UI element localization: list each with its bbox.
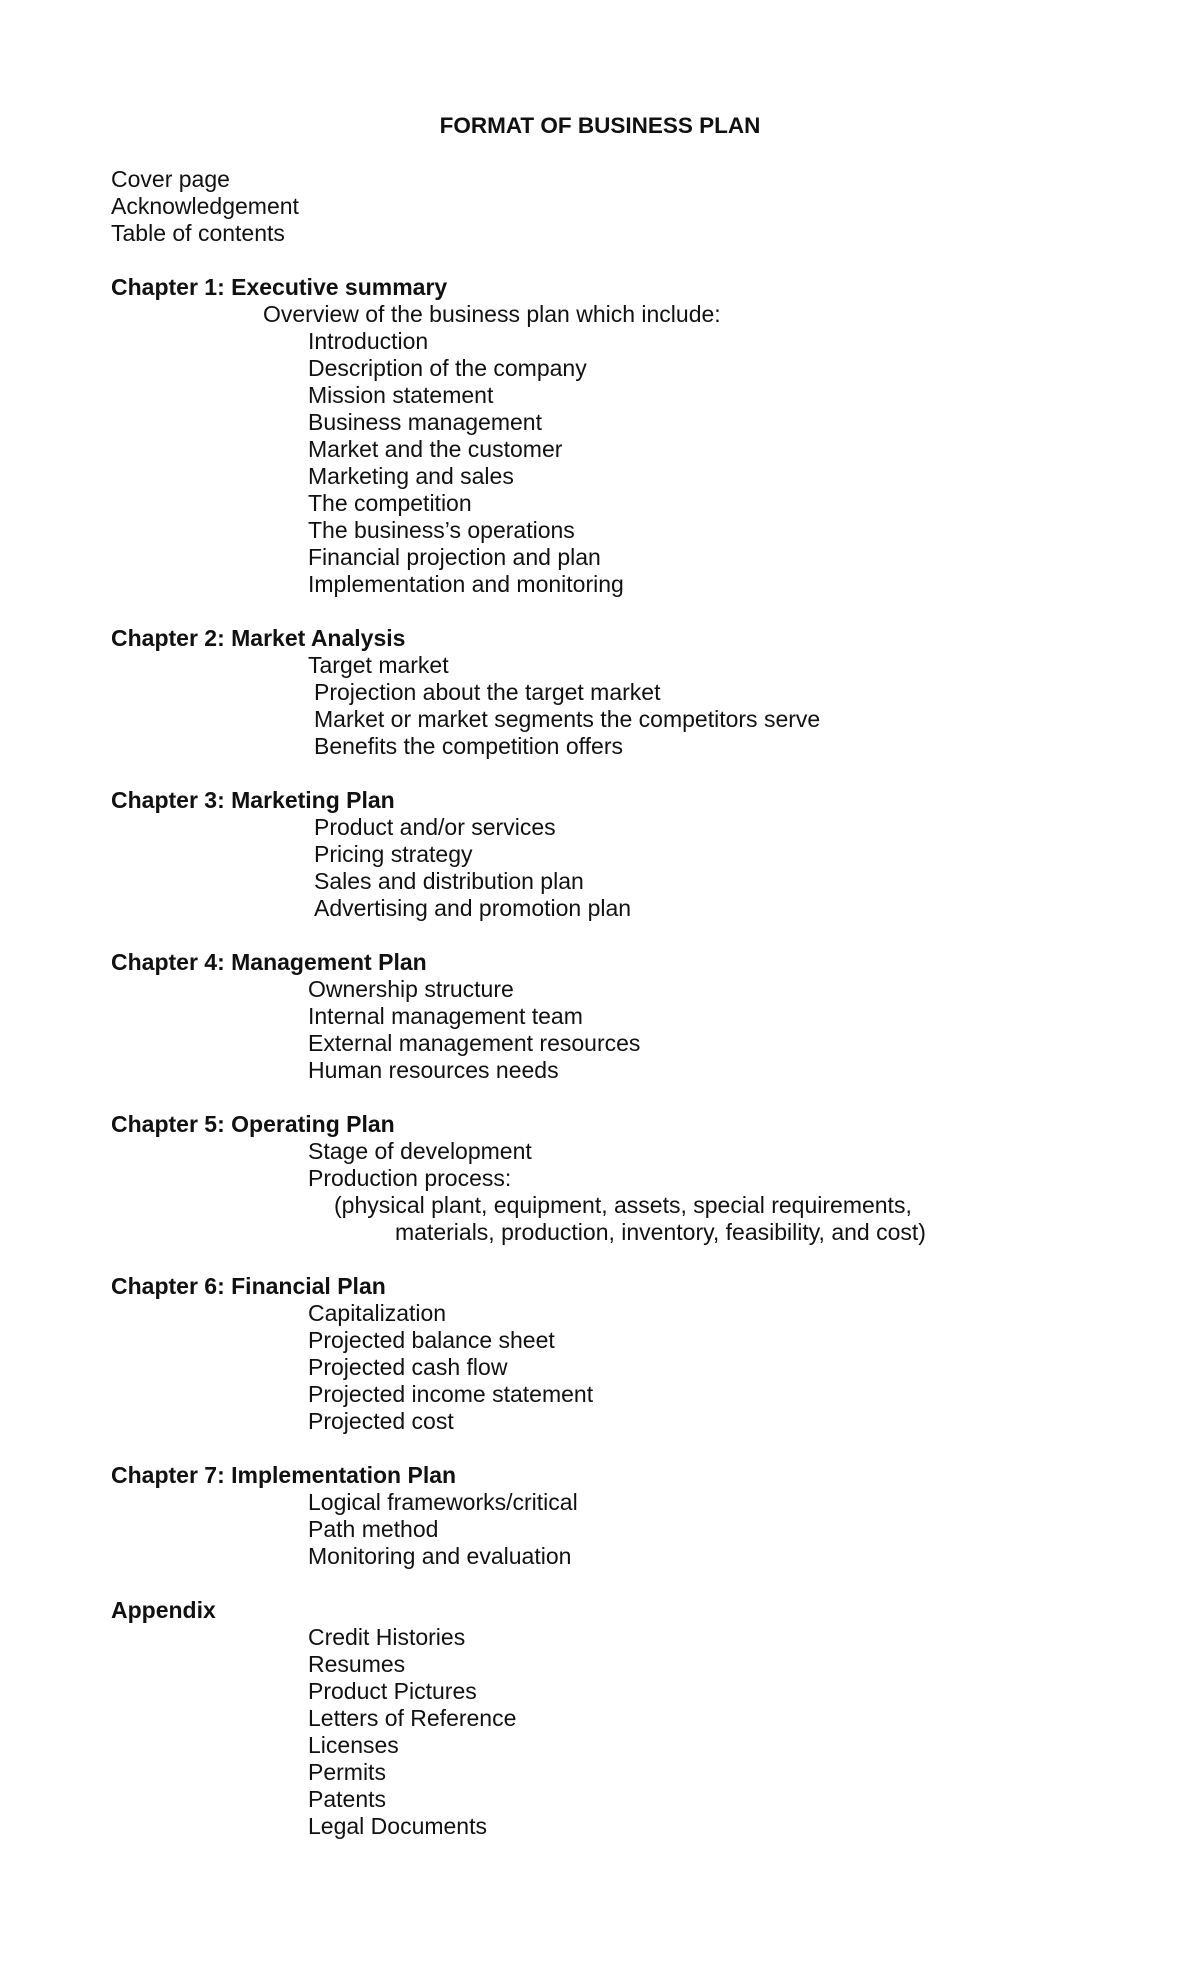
detail-line: materials, production, inventory, feasibility, and cost)	[395, 1219, 926, 1245]
list-item: Licenses	[308, 1732, 399, 1758]
list-item: Business management	[308, 409, 542, 435]
chapter-intro: Overview of the business plan which include:	[263, 301, 721, 327]
appendix-heading: Appendix	[111, 1597, 216, 1623]
detail-line: (physical plant, equipment, assets, special requirements,	[334, 1192, 912, 1218]
list-item: Sales and distribution plan	[314, 868, 584, 894]
list-item: Pricing strategy	[314, 841, 473, 867]
list-item: Description of the company	[308, 355, 587, 381]
list-item: Ownership structure	[308, 976, 514, 1002]
chapter-heading: Chapter 5: Operating Plan	[111, 1111, 395, 1137]
list-item: Product Pictures	[308, 1678, 477, 1704]
list-item: Advertising and promotion plan	[314, 895, 632, 921]
chapter-heading: Chapter 2: Market Analysis	[111, 625, 406, 651]
list-item: Resumes	[308, 1651, 406, 1677]
list-item: Monitoring and evaluation	[308, 1543, 572, 1569]
front-matter-item: Acknowledgement	[111, 193, 299, 219]
list-item: Legal Documents	[308, 1813, 487, 1839]
list-item: The business’s operations	[308, 517, 575, 543]
list-item: Permits	[308, 1759, 386, 1785]
list-item: Logical frameworks/critical	[308, 1489, 578, 1515]
chapter-heading: Chapter 7: Implementation Plan	[111, 1462, 457, 1488]
list-item: Product and/or services	[314, 814, 556, 840]
list-item: Path method	[308, 1516, 439, 1542]
list-item: Mission statement	[308, 382, 494, 408]
list-item: Projected cash flow	[308, 1354, 508, 1380]
list-item: Projected income statement	[308, 1381, 594, 1407]
list-item: Patents	[308, 1786, 386, 1812]
list-item: Market and the customer	[308, 436, 563, 462]
list-item: Credit Histories	[308, 1624, 466, 1650]
chapter-heading: Chapter 4: Management Plan	[111, 949, 427, 975]
list-item: Production process:	[308, 1165, 512, 1191]
list-item: Market or market segments the competitors serve	[314, 706, 821, 732]
list-item: Implementation and monitoring	[308, 571, 624, 597]
chapter-heading: Chapter 1: Executive summary	[111, 274, 448, 300]
list-item: External management resources	[308, 1030, 641, 1056]
list-item: Financial projection and plan	[308, 544, 601, 570]
front-matter-item: Table of contents	[111, 220, 285, 246]
list-item: Human resources needs	[308, 1057, 559, 1083]
chapter-heading: Chapter 6: Financial Plan	[111, 1273, 386, 1299]
list-item: Projected balance sheet	[308, 1327, 555, 1353]
list-item: Projected cost	[308, 1408, 454, 1434]
list-item: The competition	[308, 490, 472, 516]
list-item: Introduction	[308, 328, 429, 354]
list-item: Internal management team	[308, 1003, 583, 1029]
front-matter-item: Cover page	[111, 166, 230, 192]
chapter-heading: Chapter 3: Marketing Plan	[111, 787, 395, 813]
document-title: FORMAT OF BUSINESS PLAN	[439, 113, 761, 138]
list-item: Marketing and sales	[308, 463, 514, 489]
list-item: Projection about the target market	[314, 679, 661, 705]
list-item: Target market	[308, 652, 449, 678]
list-item: Capitalization	[308, 1300, 447, 1326]
list-item: Stage of development	[308, 1138, 532, 1164]
list-item: Benefits the competition offers	[314, 733, 623, 759]
list-item: Letters of Reference	[308, 1705, 517, 1731]
